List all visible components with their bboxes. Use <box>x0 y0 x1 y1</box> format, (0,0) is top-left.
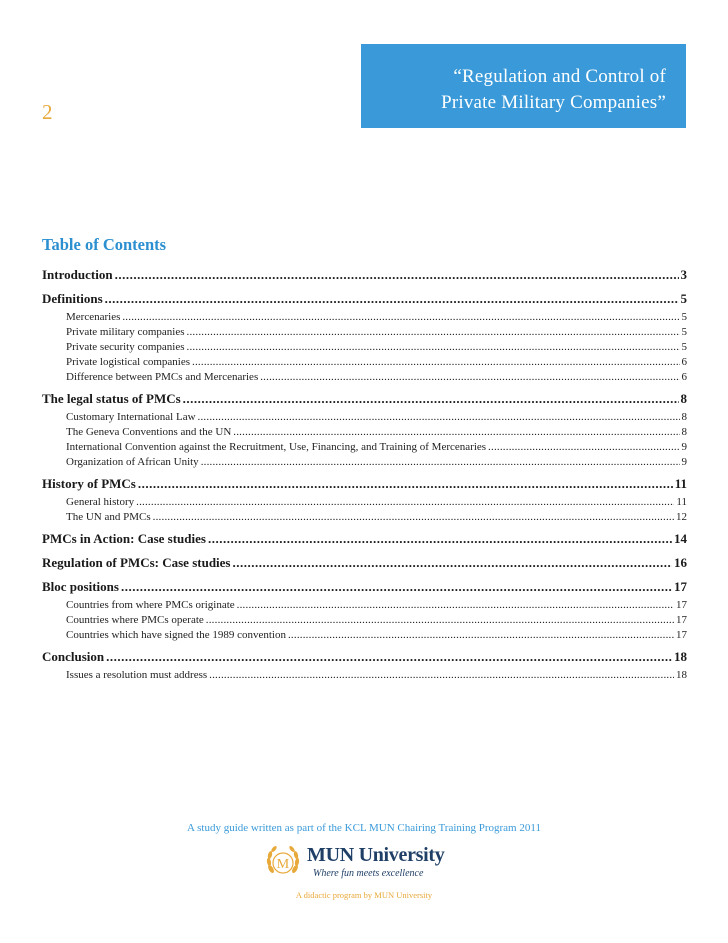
toc-leader-dots <box>153 510 674 525</box>
toc-subentry[interactable] <box>42 510 687 525</box>
table-of-contents <box>42 265 687 685</box>
toc-entry-page: 3 <box>680 267 687 282</box>
toc-entry[interactable] <box>42 529 687 549</box>
toc-subentry[interactable] <box>42 340 687 355</box>
toc-subentry[interactable] <box>42 613 687 628</box>
logo-letter: M <box>276 857 290 872</box>
toc-subentry-page: 9 <box>681 456 687 468</box>
toc-subentry-title: Private military companies <box>66 326 185 338</box>
toc-leader-dots <box>201 455 680 470</box>
toc-subentry-title: The UN and PMCs <box>66 511 151 523</box>
toc-leader-dots <box>288 628 674 643</box>
document-title-line1: “Regulation and Control of <box>453 66 666 87</box>
toc-leader-dots <box>115 265 679 285</box>
toc-entry[interactable] <box>42 647 687 667</box>
toc-leader-dots <box>233 425 679 440</box>
toc-subentry-page: 6 <box>681 371 687 383</box>
toc-subentry-title: Private security companies <box>66 341 185 353</box>
logo-tagline: Where fun meets excellence <box>313 868 424 879</box>
toc-leader-dots <box>206 613 674 628</box>
toc-leader-dots <box>488 440 679 455</box>
toc-leader-dots <box>209 668 674 683</box>
toc-entry[interactable] <box>42 289 687 309</box>
toc-subentry-title: Countries where PMCs operate <box>66 614 204 626</box>
page-number: 2 <box>42 100 53 124</box>
toc-leader-dots <box>187 340 680 355</box>
toc-subentry-title: International Convention against the Recruitment, Use, Financing, and Training of Mercenaries <box>66 441 487 453</box>
toc-subentry[interactable] <box>42 370 687 385</box>
toc-leader-dots <box>198 410 680 425</box>
toc-subentry-title: Difference between PMCs and Mercenaries <box>66 371 259 383</box>
toc-subentry-page: 5 <box>681 341 687 353</box>
toc-subentry-page: 18 <box>676 669 687 681</box>
toc-subentry[interactable] <box>42 668 687 683</box>
toc-entry-page: 14 <box>674 531 687 546</box>
toc-subentry[interactable] <box>42 440 687 455</box>
toc-subentry-title: General history <box>66 496 135 508</box>
toc-subentry-title: Customary International Law <box>66 411 196 423</box>
toc-subentry-page: 5 <box>681 326 687 338</box>
toc-entry-title: History of PMCs <box>42 476 136 491</box>
toc-leader-dots <box>183 389 679 409</box>
document-title-line2: Private Military Companies” <box>441 92 666 113</box>
toc-subentry-title: Countries from where PMCs originate <box>66 599 235 611</box>
toc-entry-title: Introduction <box>42 267 113 282</box>
toc-leader-dots <box>187 325 680 340</box>
toc-entry-title: Bloc positions <box>42 579 119 594</box>
toc-leader-dots <box>106 647 672 667</box>
toc-subentry[interactable] <box>42 425 687 440</box>
toc-subentry-page: 17 <box>676 599 687 611</box>
toc-subentry[interactable] <box>42 628 687 643</box>
toc-entry-page: 17 <box>674 579 687 594</box>
didactic-note: A didactic program by MUN University <box>295 890 433 900</box>
toc-leader-dots <box>192 355 679 370</box>
toc-subentry-page: 12 <box>676 511 687 523</box>
toc-leader-dots <box>233 553 673 573</box>
document-title-box <box>361 44 686 128</box>
toc-subentry[interactable] <box>42 310 687 325</box>
toc-entry[interactable] <box>42 474 687 494</box>
footer-note: A study guide written as part of the KCL MUN Chairing Training Program 2011 <box>187 822 541 834</box>
toc-subentry-page: 8 <box>681 411 687 423</box>
toc-entry-page: 11 <box>674 476 687 491</box>
toc-heading: Table of Contents <box>42 235 167 254</box>
laurel-wreath-icon <box>263 843 303 883</box>
toc-leader-dots <box>105 289 679 309</box>
toc-leader-dots <box>121 577 672 597</box>
toc-subentry-title: Countries which have signed the 1989 convention <box>66 629 286 641</box>
toc-leader-dots <box>138 474 673 494</box>
toc-subentry-page: 17 <box>676 629 687 641</box>
toc-entry[interactable] <box>42 389 687 409</box>
toc-subentry[interactable] <box>42 410 687 425</box>
toc-subentry[interactable] <box>42 455 687 470</box>
toc-entry[interactable] <box>42 577 687 597</box>
toc-subentry-page: 9 <box>681 441 687 453</box>
toc-subentry-title: The Geneva Conventions and the UN <box>66 426 232 438</box>
toc-subentry-page: 5 <box>681 311 687 323</box>
toc-entry-title: PMCs in Action: Case studies <box>42 531 206 546</box>
toc-leader-dots <box>122 310 679 325</box>
toc-subentry-title: Private logistical companies <box>66 356 191 368</box>
toc-entry-page: 8 <box>680 391 687 406</box>
toc-subentry-title: Organization of African Unity <box>66 456 199 468</box>
toc-subentry-page: 6 <box>681 356 687 368</box>
toc-leader-dots <box>208 529 672 549</box>
toc-entry-page: 5 <box>680 291 687 306</box>
toc-leader-dots <box>260 370 679 385</box>
toc-entry-page: 16 <box>674 555 687 570</box>
toc-subentry[interactable] <box>42 495 687 510</box>
toc-leader-dots <box>136 495 674 510</box>
toc-subentry-page: 8 <box>681 426 687 438</box>
toc-subentry-title: Mercenaries <box>66 311 121 323</box>
toc-subentry[interactable] <box>42 325 687 340</box>
mun-university-logo <box>263 843 463 887</box>
toc-subentry-page: 11 <box>676 496 687 508</box>
toc-entry-title: The legal status of PMCs <box>42 391 181 406</box>
toc-entry-title: Definitions <box>42 291 103 306</box>
toc-entry-title: Conclusion <box>42 649 105 664</box>
toc-entry-title: Regulation of PMCs: Case studies <box>42 555 231 570</box>
toc-subentry-page: 17 <box>676 614 687 626</box>
toc-subentry[interactable] <box>42 355 687 370</box>
toc-entry[interactable] <box>42 553 687 573</box>
toc-subentry[interactable] <box>42 598 687 613</box>
toc-entry-page: 18 <box>674 649 687 664</box>
logo-name: MUN University <box>307 844 445 866</box>
toc-entry[interactable] <box>42 265 687 285</box>
toc-subentry-title: Issues a resolution must address <box>66 669 208 681</box>
toc-leader-dots <box>237 598 674 613</box>
